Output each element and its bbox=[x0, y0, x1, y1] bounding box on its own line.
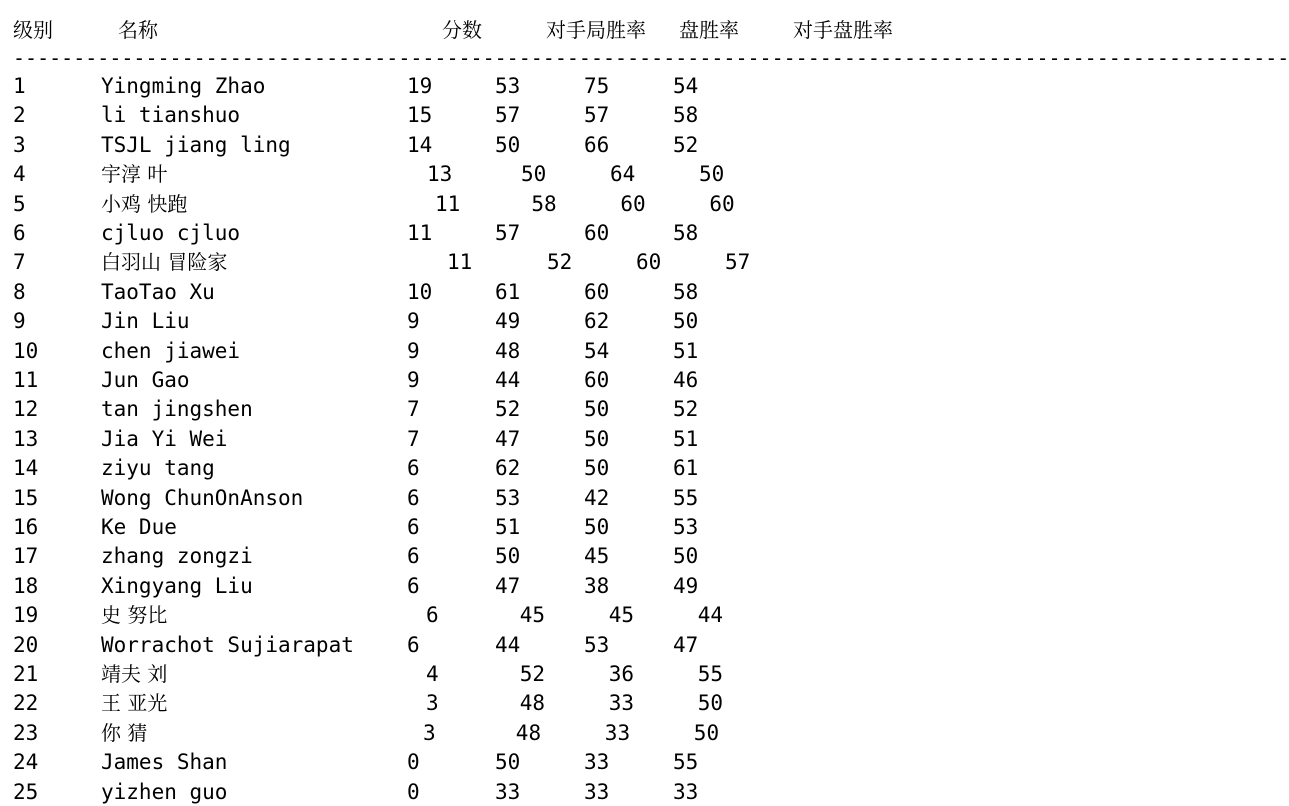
opp-set-win-rate-cell: 54 bbox=[673, 74, 699, 98]
table-row bbox=[0, 601, 1080, 629]
header-score: 分数 bbox=[442, 18, 482, 42]
opp-set-win-rate-cell: 51 bbox=[673, 426, 699, 451]
rank-cell: 9 bbox=[13, 309, 26, 334]
rank-cell: 24 bbox=[13, 750, 39, 775]
name-cell: 白羽山 冒险家 bbox=[101, 250, 228, 275]
set-win-rate-cell: 50 bbox=[584, 397, 610, 422]
table-row bbox=[0, 307, 1080, 335]
score-cell: 9 bbox=[407, 309, 420, 334]
set-win-rate-cell: 60 bbox=[584, 221, 610, 245]
rank-cell: 16 bbox=[13, 515, 39, 539]
table-row bbox=[0, 748, 1080, 776]
rank-cell: 13 bbox=[13, 426, 39, 451]
name-cell: tan jingshen bbox=[101, 397, 253, 422]
opp-set-win-rate-cell: 50 bbox=[697, 691, 723, 716]
opp-set-win-rate-cell: 55 bbox=[673, 485, 699, 510]
opp-game-win-rate-cell: 47 bbox=[495, 573, 521, 598]
score-cell: 6 bbox=[407, 515, 420, 539]
opp-game-win-rate-cell: 50 bbox=[495, 132, 521, 157]
header-opp-game-win-rate: 对手局胜率 bbox=[546, 18, 646, 42]
table-row bbox=[0, 425, 1080, 453]
score-cell: 9 bbox=[407, 338, 420, 363]
table-row bbox=[0, 278, 1080, 306]
name-cell: chen jiawei bbox=[101, 338, 241, 363]
rank-cell: 10 bbox=[13, 338, 39, 363]
table-row bbox=[0, 72, 1080, 100]
header-opp-set-win-rate: 对手盘胜率 bbox=[793, 18, 893, 42]
opp-set-win-rate-cell: 51 bbox=[673, 338, 699, 363]
opp-set-win-rate-cell: 53 bbox=[673, 515, 699, 539]
opp-set-win-rate-cell: 52 bbox=[673, 132, 699, 157]
name-cell: Jun Gao bbox=[101, 368, 190, 392]
opp-game-win-rate-cell: 52 bbox=[519, 662, 545, 686]
score-cell: 0 bbox=[407, 750, 420, 775]
set-win-rate-cell: 60 bbox=[620, 191, 646, 216]
opp-game-win-rate-cell: 47 bbox=[495, 426, 521, 451]
score-cell: 6 bbox=[407, 573, 420, 598]
rank-cell: 3 bbox=[13, 132, 26, 157]
opp-set-win-rate-cell: 33 bbox=[673, 779, 699, 804]
opp-set-win-rate-cell: 50 bbox=[673, 309, 699, 334]
name-cell: li tianshuo bbox=[101, 103, 241, 128]
opp-game-win-rate-cell: 44 bbox=[495, 368, 521, 392]
score-cell: 10 bbox=[407, 279, 433, 304]
set-win-rate-cell: 50 bbox=[584, 456, 610, 481]
opp-game-win-rate-cell: 51 bbox=[495, 515, 521, 539]
rank-cell: 6 bbox=[13, 221, 26, 245]
score-cell: 7 bbox=[407, 397, 420, 422]
score-cell: 13 bbox=[427, 162, 453, 187]
header-name: 名称 bbox=[118, 18, 158, 42]
set-win-rate-cell: 50 bbox=[584, 426, 610, 451]
header-rank: 级别 bbox=[13, 18, 53, 42]
opp-game-win-rate-cell: 50 bbox=[521, 162, 547, 187]
rank-cell: 2 bbox=[13, 103, 26, 128]
table-row bbox=[0, 454, 1080, 482]
opp-game-win-rate-cell: 50 bbox=[495, 544, 521, 569]
table-row bbox=[0, 190, 1080, 218]
rank-cell: 12 bbox=[13, 397, 39, 422]
opp-game-win-rate-cell: 53 bbox=[495, 74, 521, 98]
score-cell: 6 bbox=[407, 632, 420, 657]
opp-set-win-rate-cell: 55 bbox=[673, 750, 699, 775]
name-cell: 靖夫 刘 bbox=[101, 662, 168, 686]
opp-set-win-rate-cell: 55 bbox=[697, 662, 723, 686]
rank-cell: 4 bbox=[13, 162, 26, 187]
table-row bbox=[0, 689, 1080, 717]
set-win-rate-cell: 54 bbox=[584, 338, 610, 363]
rank-cell: 8 bbox=[13, 279, 26, 304]
name-cell: 小鸡 快跑 bbox=[101, 191, 188, 216]
rank-cell: 25 bbox=[13, 779, 39, 804]
set-win-rate-cell: 53 bbox=[584, 632, 610, 657]
name-cell: TSJL jiang ling bbox=[101, 132, 291, 157]
rank-cell: 11 bbox=[13, 368, 39, 392]
table-row bbox=[0, 542, 1080, 570]
rank-cell: 18 bbox=[13, 573, 39, 598]
opp-game-win-rate-cell: 44 bbox=[495, 632, 521, 657]
header-separator: ---------------------------------------------------------------------------------------------------------- bbox=[13, 46, 1289, 70]
name-cell: Wong ChunOnAnson bbox=[101, 485, 304, 510]
opp-game-win-rate-cell: 58 bbox=[531, 191, 557, 216]
opp-set-win-rate-cell: 52 bbox=[673, 397, 699, 422]
rank-cell: 23 bbox=[13, 720, 39, 745]
name-cell: Jia Yi Wei bbox=[101, 426, 228, 451]
set-win-rate-cell: 42 bbox=[584, 485, 610, 510]
set-win-rate-cell: 38 bbox=[584, 573, 610, 598]
header-set-win-rate: 盘胜率 bbox=[679, 18, 739, 42]
opp-set-win-rate-cell: 61 bbox=[673, 456, 699, 481]
table-row bbox=[0, 513, 1080, 541]
table-row bbox=[0, 631, 1080, 659]
table-row bbox=[0, 778, 1080, 806]
opp-set-win-rate-cell: 47 bbox=[673, 632, 699, 657]
name-cell: 你 猜 bbox=[101, 720, 148, 745]
rank-cell: 22 bbox=[13, 691, 39, 716]
name-cell: 史 努比 bbox=[101, 603, 168, 628]
opp-game-win-rate-cell: 52 bbox=[547, 250, 573, 275]
opp-set-win-rate-cell: 50 bbox=[699, 162, 725, 187]
opp-game-win-rate-cell: 33 bbox=[495, 779, 521, 804]
rank-cell: 5 bbox=[13, 191, 26, 216]
table-row bbox=[0, 660, 1080, 688]
score-cell: 6 bbox=[407, 485, 420, 510]
opp-set-win-rate-cell: 46 bbox=[673, 368, 699, 392]
opp-set-win-rate-cell: 58 bbox=[673, 221, 699, 245]
set-win-rate-cell: 57 bbox=[584, 103, 610, 128]
table-row bbox=[0, 484, 1080, 512]
opp-game-win-rate-cell: 45 bbox=[519, 603, 545, 628]
score-cell: 4 bbox=[426, 662, 439, 686]
set-win-rate-cell: 33 bbox=[608, 691, 634, 716]
opp-set-win-rate-cell: 49 bbox=[673, 573, 699, 598]
opp-set-win-rate-cell: 50 bbox=[693, 720, 720, 745]
rank-cell: 7 bbox=[13, 250, 26, 275]
score-cell: 9 bbox=[407, 368, 420, 392]
score-cell: 3 bbox=[423, 720, 436, 745]
opp-game-win-rate-cell: 48 bbox=[515, 720, 542, 745]
opp-game-win-rate-cell: 57 bbox=[495, 221, 521, 245]
table-row bbox=[0, 337, 1080, 365]
table-row bbox=[0, 160, 1080, 188]
rank-cell: 19 bbox=[13, 603, 39, 628]
opp-game-win-rate-cell: 61 bbox=[495, 279, 521, 304]
table-row bbox=[0, 248, 1080, 276]
name-cell: Ke Due bbox=[101, 515, 177, 539]
opp-set-win-rate-cell: 58 bbox=[673, 103, 699, 128]
name-cell: ziyu tang bbox=[101, 456, 215, 481]
set-win-rate-cell: 50 bbox=[584, 515, 610, 539]
opp-game-win-rate-cell: 50 bbox=[495, 750, 521, 775]
rank-cell: 1 bbox=[13, 74, 26, 98]
set-win-rate-cell: 64 bbox=[610, 162, 636, 187]
opp-game-win-rate-cell: 53 bbox=[495, 485, 521, 510]
score-cell: 11 bbox=[407, 221, 433, 245]
opp-game-win-rate-cell: 48 bbox=[495, 338, 521, 363]
opp-set-win-rate-cell: 58 bbox=[673, 279, 699, 304]
score-cell: 19 bbox=[407, 74, 433, 98]
set-win-rate-cell: 33 bbox=[604, 720, 631, 745]
score-cell: 6 bbox=[407, 456, 420, 481]
name-cell: TaoTao Xu bbox=[101, 279, 215, 304]
rank-cell: 15 bbox=[13, 485, 39, 510]
table-row bbox=[0, 219, 1080, 247]
name-cell: Jin Liu bbox=[101, 309, 190, 334]
rank-cell: 17 bbox=[13, 544, 39, 569]
table-row bbox=[0, 101, 1080, 129]
table-row bbox=[0, 719, 1080, 747]
score-cell: 6 bbox=[407, 544, 420, 569]
name-cell: cjluo cjluo bbox=[101, 221, 241, 245]
score-cell: 7 bbox=[407, 426, 420, 451]
name-cell: Xingyang Liu bbox=[101, 573, 253, 598]
set-win-rate-cell: 60 bbox=[584, 368, 610, 392]
score-cell: 0 bbox=[407, 779, 420, 804]
score-cell: 11 bbox=[435, 191, 461, 216]
opp-game-win-rate-cell: 48 bbox=[519, 691, 545, 716]
name-cell: Yingming Zhao bbox=[101, 74, 266, 98]
set-win-rate-cell: 33 bbox=[584, 750, 610, 775]
set-win-rate-cell: 62 bbox=[584, 309, 610, 334]
table-row bbox=[0, 366, 1080, 394]
name-cell: 王 亚光 bbox=[101, 691, 168, 716]
rank-cell: 14 bbox=[13, 456, 39, 481]
set-win-rate-cell: 60 bbox=[584, 279, 610, 304]
set-win-rate-cell: 66 bbox=[584, 132, 610, 157]
opp-game-win-rate-cell: 52 bbox=[495, 397, 521, 422]
set-win-rate-cell: 60 bbox=[636, 250, 662, 275]
score-cell: 6 bbox=[426, 603, 439, 628]
score-cell: 14 bbox=[407, 132, 433, 157]
table-row bbox=[0, 131, 1080, 159]
rank-cell: 20 bbox=[13, 632, 39, 657]
name-cell: Worrachot Sujiarapat bbox=[101, 632, 354, 657]
name-cell: James Shan bbox=[101, 750, 228, 775]
name-cell: zhang zongzi bbox=[101, 544, 253, 569]
opp-set-win-rate-cell: 44 bbox=[697, 603, 723, 628]
set-win-rate-cell: 36 bbox=[608, 662, 634, 686]
opp-game-win-rate-cell: 62 bbox=[495, 456, 521, 481]
set-win-rate-cell: 75 bbox=[584, 74, 610, 98]
set-win-rate-cell: 33 bbox=[584, 779, 610, 804]
name-cell: 宇淳 叶 bbox=[101, 162, 168, 187]
score-cell: 3 bbox=[426, 691, 439, 716]
opp-set-win-rate-cell: 57 bbox=[725, 250, 751, 275]
table-row bbox=[0, 395, 1080, 423]
opp-set-win-rate-cell: 60 bbox=[709, 191, 735, 216]
opp-game-win-rate-cell: 57 bbox=[495, 103, 521, 128]
set-win-rate-cell: 45 bbox=[584, 544, 610, 569]
name-cell: yizhen guo bbox=[101, 779, 228, 804]
opp-game-win-rate-cell: 49 bbox=[495, 309, 521, 334]
score-cell: 15 bbox=[407, 103, 433, 128]
table-row bbox=[0, 572, 1080, 600]
opp-set-win-rate-cell: 50 bbox=[673, 544, 699, 569]
set-win-rate-cell: 45 bbox=[608, 603, 634, 628]
score-cell: 11 bbox=[447, 250, 473, 275]
rank-cell: 21 bbox=[13, 662, 39, 686]
